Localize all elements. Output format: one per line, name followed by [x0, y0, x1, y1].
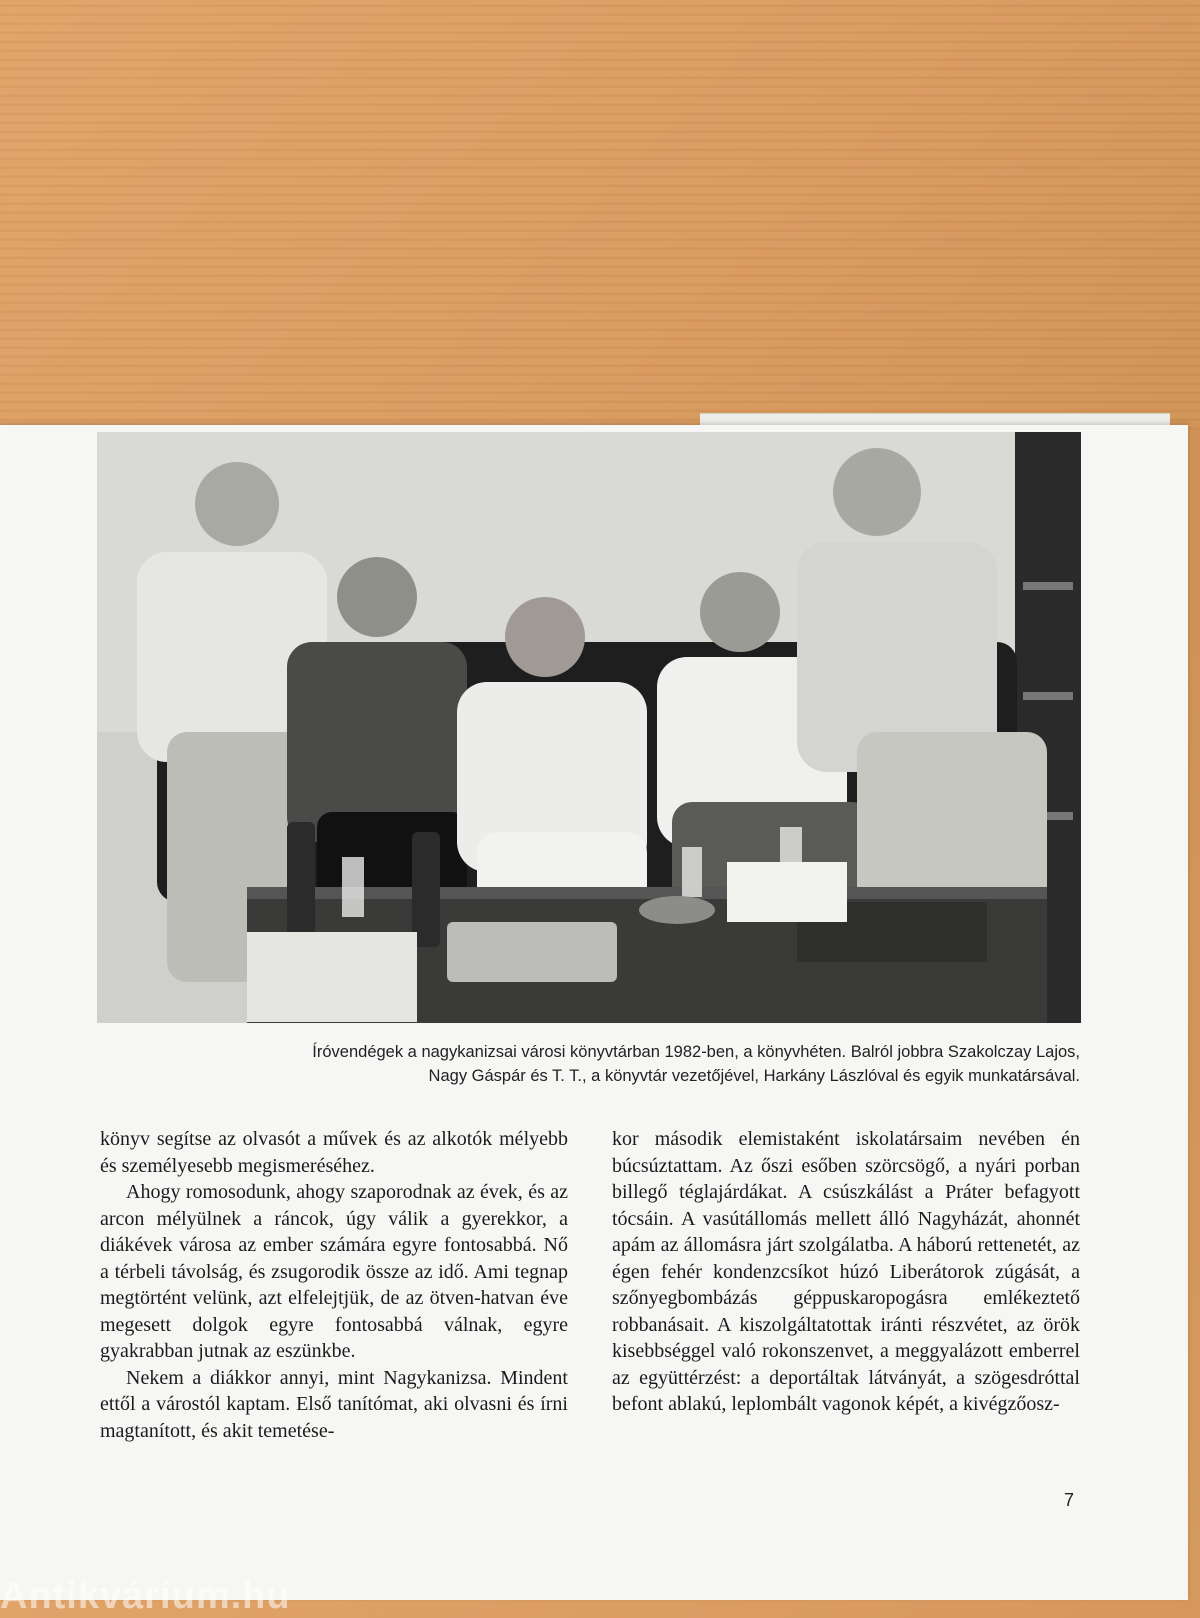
paragraph: Ahogy romosodunk, ahogy szaporodnak az évek, és az arcon mélyülnek a ráncok, úgy válik a gyerekkor, a diákévek városa az ember számára egyre fontosabbá. Nő a térbeli távolság, és zsugorodik össze az idő. Ami tegnap megtörtént velünk, azt elfelejtjük, de az ötven-hatvan éve megesett dolgok egyre fontosabbá válnak, egyre gyakrabban jutnak az eszünkbe. — [100, 1181, 568, 1362]
paragraph: Nekem a diákkor annyi, mint Nagykanizsa. Mindent ettől a várostól kaptam. Első tanítómat, aki olvasni és írni magtanított, és akit temetése- — [100, 1366, 568, 1442]
photo-caption — [96, 1040, 1080, 1088]
paragraph: könyv segítse az olvasót a művek és az alkotók mélyebb és személyesebb megismeréséhez. — [100, 1128, 568, 1177]
left-text-column — [100, 1126, 568, 1444]
right-text-column — [612, 1126, 1080, 1418]
wooden-table-background — [0, 0, 1200, 430]
watermark-logo: Antikvárium.hu — [0, 1575, 291, 1617]
caption-line-2: Nagy Gáspár és T. T., a könyvtár vezetőjével, Harkány Lászlóval és egyik munkatársával. — [428, 1067, 1080, 1085]
page-number: 7 — [1064, 1490, 1075, 1510]
group-photograph — [97, 432, 1081, 1023]
caption-line-1: Íróvendégek a nagykanizsai városi könyvtárban 1982-ben, a könyvhéten. Balról jobbra Szakolczay Lajos, — [312, 1043, 1080, 1061]
paragraph: kor második elemistaként iskolatársaim nevében én búcsúztattam. Az őszi esőben szörcsögő, a nyári porban billegő téglajárdákat. A csúszkálást a Práter befagyott tócsáin. A vasútállomás mellett álló Nagyházát, ahonnét apám az állomásra járt szolgálatba. A háború rettenetét, az égen fehér kondenzcsíkot húzó Liberátorok zúgását, a szőnyegbombázás géppuskaropogásra emlékeztető robbanásait. A kiszolgáltatottak iránti részvétet, az örök kisebbséggel való rokonszenvet, a meggyalázott emberrel az együttérzést: a deportáltak látványát, a szögesdróttal befont ablakú, leplombált vagonok képét, a kivégzőosz- — [612, 1128, 1080, 1415]
